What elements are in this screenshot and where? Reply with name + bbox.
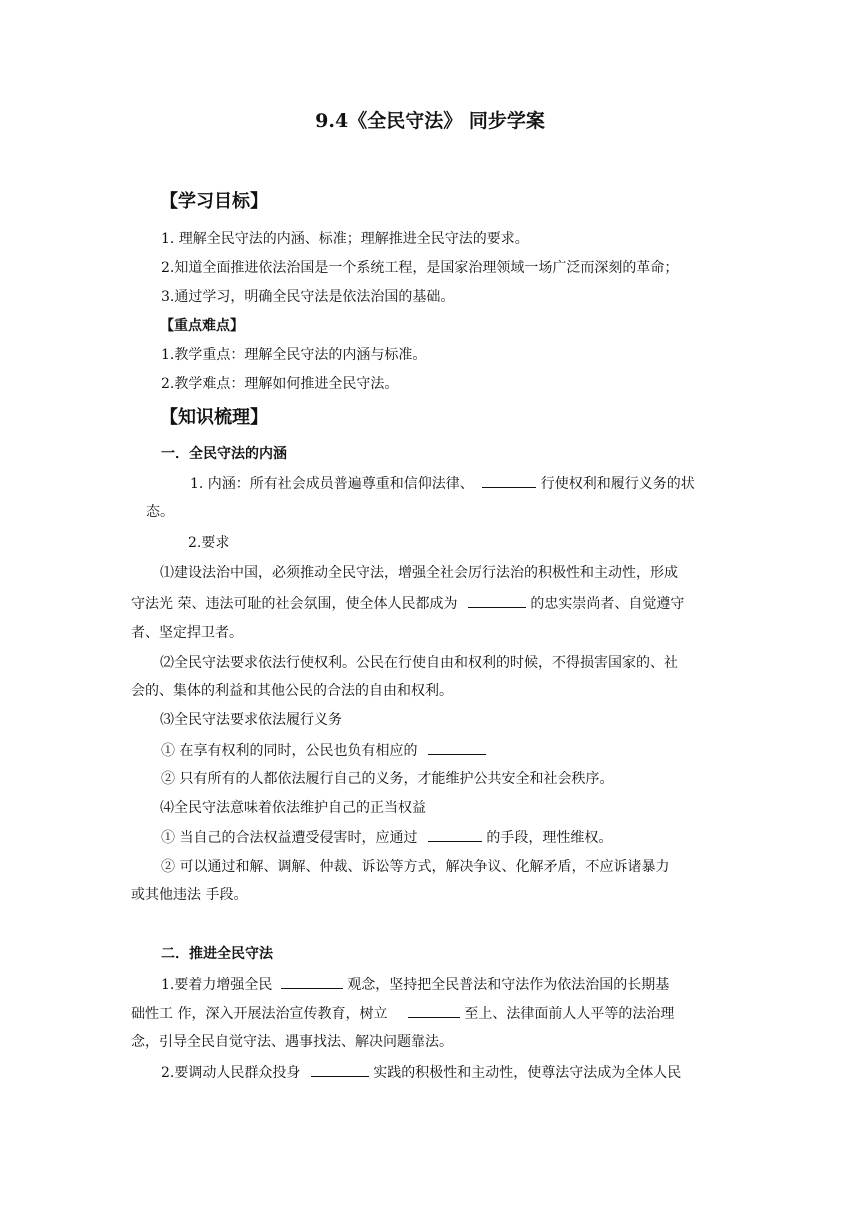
push-2-text-a: 2.要调动人民群众投身 <box>161 1065 301 1081</box>
req3-item-1 <box>161 740 486 761</box>
key-point-item-1: 1.教学重点：理解全民守法的内涵与标准。 <box>161 347 427 363</box>
push-1-text-d: 至上、法律面前人人平等的法治理 <box>464 1006 675 1022</box>
req1-line-3: 者、坚定捍卫者。 <box>131 625 243 641</box>
requirements-heading: 2.要求 <box>188 535 230 551</box>
knowledge-heading: 【知识梳理】 <box>160 407 268 428</box>
connotation-text-a: 1. 内涵：所有社会成员普遍尊重和信仰法律、 <box>190 476 474 492</box>
push-1-text-b: 观念，坚持把全民普法和守法作为依法治国的长期基 <box>347 977 670 993</box>
connotation-text-b: 行使权利和履行义务的状 <box>540 476 695 492</box>
fill-blank-5[interactable] <box>281 974 343 989</box>
objective-item-2: 2.知道全面推进依法治国是一个系统工程，是国家治理领域一场广泛而深刻的革命； <box>161 260 679 276</box>
push-item-1-line-3: 念，引导全民自觉守法、遇事找法、解决问题靠法。 <box>131 1034 453 1050</box>
connotation-line <box>190 473 695 494</box>
req1-line-1: ⑴建设法治中国，必须推动全民守法，增强全社会厉行法治的积极性和主动性，形成 <box>160 565 678 581</box>
fill-blank-2[interactable] <box>468 593 526 608</box>
push-item-1-line-2 <box>131 1003 674 1024</box>
objective-item-3: 3.通过学习，明确全民守法是依法治国的基础。 <box>161 289 455 305</box>
fill-blank-6[interactable] <box>408 1003 460 1018</box>
req3-heading: ⑶全民守法要求依法履行义务 <box>160 712 342 728</box>
page-title: 9.4《全民守法》 同步学案 <box>315 110 545 132</box>
req3-item-1-text: ① 在享有权利的同时，公民也负有相应的 <box>161 743 418 759</box>
part2-heading: 二．推进全民守法 <box>161 946 273 962</box>
req4-item-2-line-2: 或其他违法 手段。 <box>131 887 248 903</box>
req4-item-2-line-1: ② 可以通过和解、调解、仲裁、诉讼等方式，解决争议、化解矛盾，不应诉诸暴力 <box>161 859 670 875</box>
connotation-line-2: 态。 <box>146 504 174 520</box>
push-1-text-a: 1.要着力增强全民 <box>161 977 273 993</box>
fill-blank-4[interactable] <box>428 827 482 842</box>
req4-item-1-text-a: ① 当自己的合法权益遭受侵害时，应通过 <box>161 830 418 846</box>
req1-text-b: 的忠实崇尚者、自觉遵守 <box>530 596 685 612</box>
key-point-item-2: 2.教学难点：理解如何推进全民守法。 <box>161 376 399 392</box>
req2-line-1: ⑵全民守法要求依法行使权利。公民在行使自由和权利的时候，不得损害国家的、社 <box>160 655 678 671</box>
req2-line-2: 会的、集体的利益和其他公民的合法的自由和权利。 <box>131 683 453 699</box>
fill-blank-1[interactable] <box>482 473 536 488</box>
req1-line-2 <box>131 593 684 614</box>
objectives-heading: 【学习目标】 <box>160 191 268 212</box>
push-2-text-b: 实践的积极性和主动性，使尊法守法成为全体人民 <box>373 1065 682 1081</box>
req4-item-1-text-b: 的手段，理性维权。 <box>486 830 613 846</box>
fill-blank-7[interactable] <box>311 1062 369 1077</box>
req4-heading: ⑷全民守法意味着依法维护自己的正当权益 <box>160 800 426 816</box>
objective-item-1: 1. 理解全民守法的内涵、标准；理解推进全民守法的要求。 <box>161 231 529 247</box>
push-1-text-c: 础性工 作，深入开展法治宣传教育，树立 <box>131 1006 388 1022</box>
key-points-heading: 【重点难点】 <box>160 318 244 334</box>
req4-item-1 <box>161 827 612 848</box>
req1-text-a: 守法光 荣、违法可耻的社会氛围，使全体人民都成为 <box>131 596 458 612</box>
push-item-2-line-1 <box>161 1062 681 1083</box>
part1-heading: 一．全民守法的内涵 <box>161 446 287 462</box>
req3-item-2: ② 只有所有的人都依法履行自己的义务，才能维护公共安全和社会秩序。 <box>161 771 614 787</box>
push-item-1-line-1 <box>161 974 669 995</box>
fill-blank-3[interactable] <box>428 740 486 755</box>
